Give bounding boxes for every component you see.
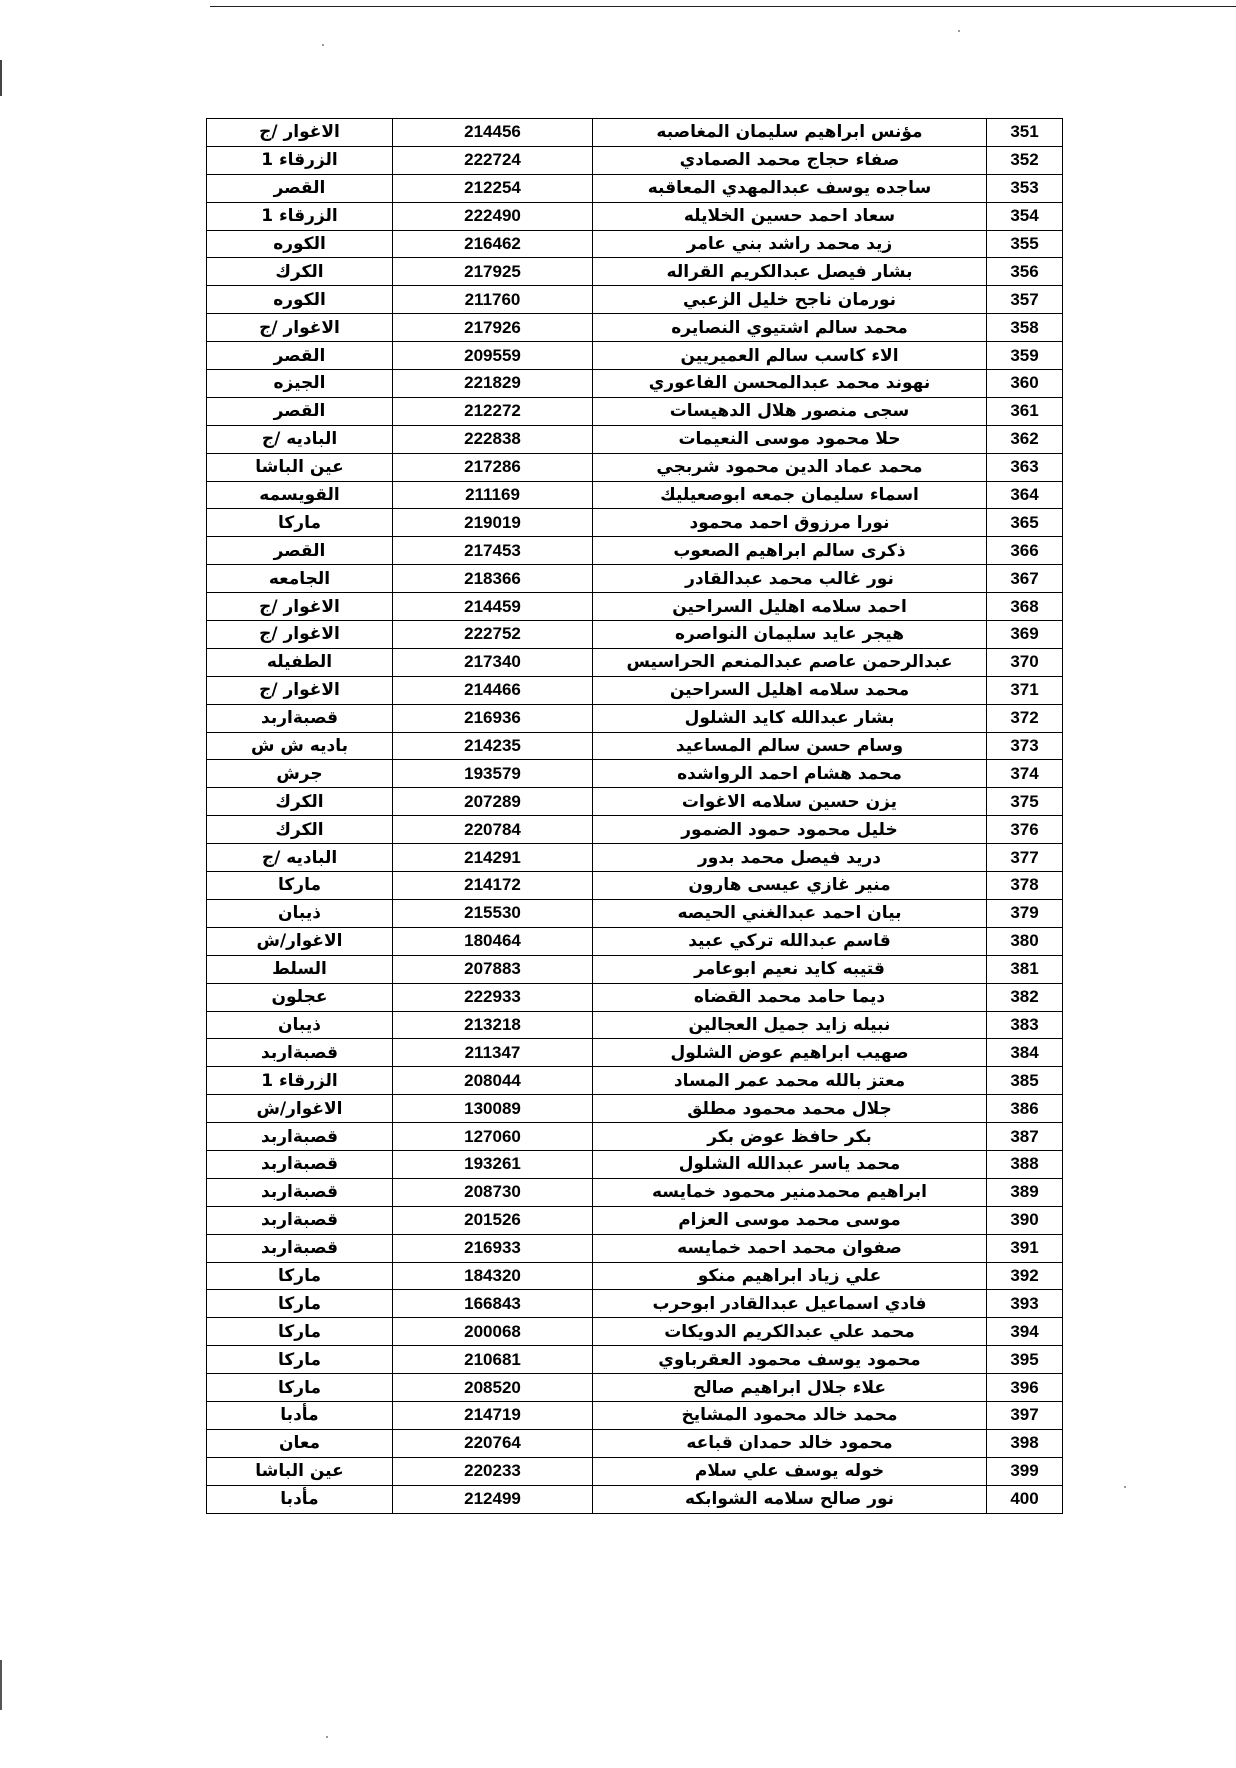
row-number-cell: 379 bbox=[987, 899, 1063, 927]
row-number-cell: 353 bbox=[987, 174, 1063, 202]
row-number-cell: 390 bbox=[987, 1206, 1063, 1234]
district-cell: القصر bbox=[207, 174, 393, 202]
table-row bbox=[207, 621, 1063, 649]
table-row bbox=[207, 1039, 1063, 1067]
id-number-cell: 215530 bbox=[393, 899, 593, 927]
id-number-cell: 207289 bbox=[393, 788, 593, 816]
table-row bbox=[207, 983, 1063, 1011]
table-row bbox=[207, 1485, 1063, 1513]
row-number-cell: 388 bbox=[987, 1150, 1063, 1178]
id-number-cell: 222490 bbox=[393, 202, 593, 230]
row-number-cell: 386 bbox=[987, 1095, 1063, 1123]
name-cell: محمد عماد الدين محمود شربجي bbox=[593, 453, 987, 481]
table-row bbox=[207, 230, 1063, 258]
id-number-cell: 207883 bbox=[393, 955, 593, 983]
id-number-cell: 208520 bbox=[393, 1374, 593, 1402]
id-number-cell: 222724 bbox=[393, 146, 593, 174]
id-number-cell: 220784 bbox=[393, 816, 593, 844]
district-cell: قصبةاربد bbox=[207, 1039, 393, 1067]
table-row bbox=[207, 1123, 1063, 1151]
name-cell: نورا مرزوق احمد محمود bbox=[593, 509, 987, 537]
name-cell: حلا محمود موسى النعيمات bbox=[593, 425, 987, 453]
table-row bbox=[207, 509, 1063, 537]
district-cell: قصبةاربد bbox=[207, 1150, 393, 1178]
roster-table bbox=[206, 118, 1063, 1514]
id-number-cell: 214459 bbox=[393, 593, 593, 621]
name-cell: نهوند محمد عبدالمحسن الفاعوري bbox=[593, 370, 987, 398]
district-cell: الاغوار/ش bbox=[207, 927, 393, 955]
district-cell: الاغوار /ج bbox=[207, 676, 393, 704]
row-number-cell: 376 bbox=[987, 816, 1063, 844]
district-cell: باديه ش ش bbox=[207, 732, 393, 760]
name-cell: محمد سلامه اهليل السراحين bbox=[593, 676, 987, 704]
table-row bbox=[207, 927, 1063, 955]
table-row bbox=[207, 537, 1063, 565]
row-number-cell: 393 bbox=[987, 1290, 1063, 1318]
district-cell: ماركا bbox=[207, 1262, 393, 1290]
table-row bbox=[207, 732, 1063, 760]
row-number-cell: 372 bbox=[987, 704, 1063, 732]
name-cell: ساجده يوسف عبدالمهدي المعاقبه bbox=[593, 174, 987, 202]
table-row bbox=[207, 342, 1063, 370]
row-number-cell: 360 bbox=[987, 370, 1063, 398]
row-number-cell: 357 bbox=[987, 286, 1063, 314]
id-number-cell: 208730 bbox=[393, 1178, 593, 1206]
row-number-cell: 394 bbox=[987, 1318, 1063, 1346]
district-cell: عجلون bbox=[207, 983, 393, 1011]
table-row bbox=[207, 955, 1063, 983]
roster-body bbox=[207, 119, 1063, 1514]
district-cell: ماركا bbox=[207, 872, 393, 900]
row-number-cell: 366 bbox=[987, 537, 1063, 565]
id-number-cell: 214172 bbox=[393, 872, 593, 900]
id-number-cell: 216936 bbox=[393, 704, 593, 732]
district-cell: الباديه /ج bbox=[207, 844, 393, 872]
table-row bbox=[207, 1095, 1063, 1123]
id-number-cell: 216462 bbox=[393, 230, 593, 258]
name-cell: محمود خالد حمدان قباعه bbox=[593, 1429, 987, 1457]
scan-speck bbox=[326, 1736, 328, 1738]
table-row bbox=[207, 760, 1063, 788]
table-row bbox=[207, 146, 1063, 174]
district-cell: الجامعه bbox=[207, 565, 393, 593]
row-number-cell: 387 bbox=[987, 1123, 1063, 1151]
row-number-cell: 363 bbox=[987, 453, 1063, 481]
name-cell: علاء جلال ابراهيم صالح bbox=[593, 1374, 987, 1402]
id-number-cell: 214235 bbox=[393, 732, 593, 760]
table-row bbox=[207, 1374, 1063, 1402]
name-cell: محمد خالد محمود المشايخ bbox=[593, 1401, 987, 1429]
table-row bbox=[207, 648, 1063, 676]
row-number-cell: 355 bbox=[987, 230, 1063, 258]
row-number-cell: 382 bbox=[987, 983, 1063, 1011]
name-cell: قتيبه كايد نعيم ابوعامر bbox=[593, 955, 987, 983]
name-cell: يزن حسين سلامه الاغوات bbox=[593, 788, 987, 816]
district-cell: القصر bbox=[207, 537, 393, 565]
district-cell: الاغوار /ج bbox=[207, 119, 393, 147]
table-row bbox=[207, 872, 1063, 900]
row-number-cell: 370 bbox=[987, 648, 1063, 676]
row-number-cell: 378 bbox=[987, 872, 1063, 900]
name-cell: وسام حسن سالم المساعيد bbox=[593, 732, 987, 760]
name-cell: ذكرى سالم ابراهيم الصعوب bbox=[593, 537, 987, 565]
table-row bbox=[207, 1346, 1063, 1374]
row-number-cell: 395 bbox=[987, 1346, 1063, 1374]
district-cell: الكرك bbox=[207, 258, 393, 286]
name-cell: معتز بالله محمد عمر المساد bbox=[593, 1067, 987, 1095]
name-cell: هيجر عايد سليمان النواصره bbox=[593, 621, 987, 649]
name-cell: نورمان ناجح خليل الزعبي bbox=[593, 286, 987, 314]
name-cell: ابراهيم محمدمنير محمود خمايسه bbox=[593, 1178, 987, 1206]
name-cell: موسى محمد موسى العزام bbox=[593, 1206, 987, 1234]
table-row bbox=[207, 174, 1063, 202]
name-cell: محمد سالم اشتيوي النصايره bbox=[593, 314, 987, 342]
row-number-cell: 391 bbox=[987, 1234, 1063, 1262]
row-number-cell: 361 bbox=[987, 397, 1063, 425]
id-number-cell: 212499 bbox=[393, 1485, 593, 1513]
row-number-cell: 389 bbox=[987, 1178, 1063, 1206]
id-number-cell: 219019 bbox=[393, 509, 593, 537]
row-number-cell: 351 bbox=[987, 119, 1063, 147]
row-number-cell: 371 bbox=[987, 676, 1063, 704]
row-number-cell: 384 bbox=[987, 1039, 1063, 1067]
district-cell: الزرقاء 1 bbox=[207, 1067, 393, 1095]
row-number-cell: 380 bbox=[987, 927, 1063, 955]
district-cell: الجيزه bbox=[207, 370, 393, 398]
row-number-cell: 381 bbox=[987, 955, 1063, 983]
district-cell: قصبةاربد bbox=[207, 704, 393, 732]
id-number-cell: 212272 bbox=[393, 397, 593, 425]
scan-speck bbox=[322, 44, 324, 46]
district-cell: مأدبا bbox=[207, 1401, 393, 1429]
district-cell: الاغوار /ج bbox=[207, 314, 393, 342]
district-cell: ماركا bbox=[207, 1290, 393, 1318]
name-cell: محمد هشام احمد الرواشده bbox=[593, 760, 987, 788]
id-number-cell: 214291 bbox=[393, 844, 593, 872]
name-cell: نور صالح سلامه الشوابكه bbox=[593, 1485, 987, 1513]
row-number-cell: 364 bbox=[987, 481, 1063, 509]
id-number-cell: 214456 bbox=[393, 119, 593, 147]
table-row bbox=[207, 119, 1063, 147]
row-number-cell: 368 bbox=[987, 593, 1063, 621]
district-cell: ماركا bbox=[207, 1318, 393, 1346]
district-cell: الاغوار /ج bbox=[207, 593, 393, 621]
district-cell: القصر bbox=[207, 342, 393, 370]
scan-top-edge-line bbox=[210, 6, 1236, 7]
row-number-cell: 374 bbox=[987, 760, 1063, 788]
district-cell: ذيبان bbox=[207, 1011, 393, 1039]
table-row bbox=[207, 397, 1063, 425]
district-cell: مأدبا bbox=[207, 1485, 393, 1513]
table-row bbox=[207, 565, 1063, 593]
name-cell: الاء كاسب سالم العميريين bbox=[593, 342, 987, 370]
id-number-cell: 216933 bbox=[393, 1234, 593, 1262]
name-cell: بكر حافظ عوض بكر bbox=[593, 1123, 987, 1151]
id-number-cell: 217286 bbox=[393, 453, 593, 481]
id-number-cell: 218366 bbox=[393, 565, 593, 593]
id-number-cell: 222752 bbox=[393, 621, 593, 649]
table-row bbox=[207, 370, 1063, 398]
name-cell: بشار فيصل عبدالكريم القراله bbox=[593, 258, 987, 286]
name-cell: خوله يوسف علي سلام bbox=[593, 1457, 987, 1485]
district-cell: القصر bbox=[207, 397, 393, 425]
district-cell: عين الباشا bbox=[207, 453, 393, 481]
name-cell: بيان احمد عبدالغني الحيصه bbox=[593, 899, 987, 927]
name-cell: صفوان محمد احمد خمايسه bbox=[593, 1234, 987, 1262]
name-cell: محمود يوسف محمود العقرباوي bbox=[593, 1346, 987, 1374]
district-cell: الزرقاء 1 bbox=[207, 146, 393, 174]
id-number-cell: 214466 bbox=[393, 676, 593, 704]
district-cell: ذيبان bbox=[207, 899, 393, 927]
table-row bbox=[207, 1150, 1063, 1178]
name-cell: سعاد احمد حسين الخلايله bbox=[593, 202, 987, 230]
name-cell: جلال محمد محمود مطلق bbox=[593, 1095, 987, 1123]
row-number-cell: 356 bbox=[987, 258, 1063, 286]
row-number-cell: 392 bbox=[987, 1262, 1063, 1290]
table-row bbox=[207, 1178, 1063, 1206]
name-cell: ديما حامد محمد القضاه bbox=[593, 983, 987, 1011]
name-cell: اسماء سليمان جمعه ابوصعيليك bbox=[593, 481, 987, 509]
row-number-cell: 377 bbox=[987, 844, 1063, 872]
row-number-cell: 400 bbox=[987, 1485, 1063, 1513]
name-cell: صفاء حجاج محمد الصمادي bbox=[593, 146, 987, 174]
id-number-cell: 211169 bbox=[393, 481, 593, 509]
district-cell: الطفيله bbox=[207, 648, 393, 676]
table-row bbox=[207, 425, 1063, 453]
id-number-cell: 210681 bbox=[393, 1346, 593, 1374]
table-row bbox=[207, 816, 1063, 844]
id-number-cell: 217925 bbox=[393, 258, 593, 286]
district-cell: قصبةاربد bbox=[207, 1123, 393, 1151]
id-number-cell: 222838 bbox=[393, 425, 593, 453]
district-cell: الكرك bbox=[207, 816, 393, 844]
scan-speck bbox=[958, 30, 960, 32]
district-cell: الزرقاء 1 bbox=[207, 202, 393, 230]
id-number-cell: 184320 bbox=[393, 1262, 593, 1290]
district-cell: الاغوار/ش bbox=[207, 1095, 393, 1123]
table-row bbox=[207, 286, 1063, 314]
district-cell: الكوره bbox=[207, 286, 393, 314]
row-number-cell: 359 bbox=[987, 342, 1063, 370]
name-cell: نبيله زايد جميل العجالين bbox=[593, 1011, 987, 1039]
row-number-cell: 373 bbox=[987, 732, 1063, 760]
id-number-cell: 127060 bbox=[393, 1123, 593, 1151]
table-row bbox=[207, 1429, 1063, 1457]
district-cell: الباديه /ج bbox=[207, 425, 393, 453]
name-cell: منير غازي عيسى هارون bbox=[593, 872, 987, 900]
name-cell: خليل محمود حمود الضمور bbox=[593, 816, 987, 844]
table-row bbox=[207, 481, 1063, 509]
scan-left-edge-mark bbox=[0, 60, 2, 96]
district-cell: ماركا bbox=[207, 1374, 393, 1402]
row-number-cell: 365 bbox=[987, 509, 1063, 537]
id-number-cell: 221829 bbox=[393, 370, 593, 398]
row-number-cell: 397 bbox=[987, 1401, 1063, 1429]
name-cell: محمد علي عبدالكريم الدويكات bbox=[593, 1318, 987, 1346]
name-cell: سجى منصور هلال الدهيسات bbox=[593, 397, 987, 425]
id-number-cell: 220764 bbox=[393, 1429, 593, 1457]
district-cell: ماركا bbox=[207, 1346, 393, 1374]
id-number-cell: 193579 bbox=[393, 760, 593, 788]
table-row bbox=[207, 202, 1063, 230]
district-cell: القويسمه bbox=[207, 481, 393, 509]
table-row bbox=[207, 844, 1063, 872]
district-cell: الاغوار /ج bbox=[207, 621, 393, 649]
scan-left-edge-mark bbox=[0, 1660, 2, 1710]
id-number-cell: 217340 bbox=[393, 648, 593, 676]
table-row bbox=[207, 1401, 1063, 1429]
table-row bbox=[207, 704, 1063, 732]
district-cell: جرش bbox=[207, 760, 393, 788]
name-cell: زيد محمد راشد بني عامر bbox=[593, 230, 987, 258]
table-row bbox=[207, 314, 1063, 342]
row-number-cell: 354 bbox=[987, 202, 1063, 230]
district-cell: الكوره bbox=[207, 230, 393, 258]
district-cell: قصبةاربد bbox=[207, 1234, 393, 1262]
row-number-cell: 369 bbox=[987, 621, 1063, 649]
district-cell: ماركا bbox=[207, 509, 393, 537]
id-number-cell: 166843 bbox=[393, 1290, 593, 1318]
id-number-cell: 130089 bbox=[393, 1095, 593, 1123]
table-row bbox=[207, 1067, 1063, 1095]
id-number-cell: 217926 bbox=[393, 314, 593, 342]
id-number-cell: 217453 bbox=[393, 537, 593, 565]
district-cell: قصبةاربد bbox=[207, 1206, 393, 1234]
name-cell: علي زياد ابراهيم منكو bbox=[593, 1262, 987, 1290]
id-number-cell: 201526 bbox=[393, 1206, 593, 1234]
id-number-cell: 211347 bbox=[393, 1039, 593, 1067]
row-number-cell: 362 bbox=[987, 425, 1063, 453]
name-cell: نور غالب محمد عبدالقادر bbox=[593, 565, 987, 593]
name-cell: مؤنس ابراهيم سليمان المغاصبه bbox=[593, 119, 987, 147]
name-cell: قاسم عبدالله تركي عبيد bbox=[593, 927, 987, 955]
table-row bbox=[207, 453, 1063, 481]
id-number-cell: 213218 bbox=[393, 1011, 593, 1039]
scan-speck bbox=[1124, 1486, 1126, 1488]
table-row bbox=[207, 1457, 1063, 1485]
row-number-cell: 398 bbox=[987, 1429, 1063, 1457]
row-number-cell: 352 bbox=[987, 146, 1063, 174]
id-number-cell: 212254 bbox=[393, 174, 593, 202]
name-cell: فادي اسماعيل عبدالقادر ابوحرب bbox=[593, 1290, 987, 1318]
id-number-cell: 211760 bbox=[393, 286, 593, 314]
table-row bbox=[207, 788, 1063, 816]
table-row bbox=[207, 1206, 1063, 1234]
table-row bbox=[207, 1318, 1063, 1346]
row-number-cell: 367 bbox=[987, 565, 1063, 593]
id-number-cell: 180464 bbox=[393, 927, 593, 955]
id-number-cell: 200068 bbox=[393, 1318, 593, 1346]
name-cell: محمد ياسر عبدالله الشلول bbox=[593, 1150, 987, 1178]
id-number-cell: 208044 bbox=[393, 1067, 593, 1095]
row-number-cell: 396 bbox=[987, 1374, 1063, 1402]
row-number-cell: 385 bbox=[987, 1067, 1063, 1095]
table-row bbox=[207, 676, 1063, 704]
table-row bbox=[207, 1290, 1063, 1318]
id-number-cell: 193261 bbox=[393, 1150, 593, 1178]
table-row bbox=[207, 1234, 1063, 1262]
id-number-cell: 209559 bbox=[393, 342, 593, 370]
district-cell: الكرك bbox=[207, 788, 393, 816]
district-cell: عين الباشا bbox=[207, 1457, 393, 1485]
table-row bbox=[207, 258, 1063, 286]
id-number-cell: 220233 bbox=[393, 1457, 593, 1485]
table-row bbox=[207, 899, 1063, 927]
row-number-cell: 358 bbox=[987, 314, 1063, 342]
name-cell: بشار عبدالله كايد الشلول bbox=[593, 704, 987, 732]
row-number-cell: 399 bbox=[987, 1457, 1063, 1485]
name-cell: عبدالرحمن عاصم عبدالمنعم الحراسيس bbox=[593, 648, 987, 676]
row-number-cell: 375 bbox=[987, 788, 1063, 816]
table-row bbox=[207, 1011, 1063, 1039]
name-cell: صهيب ابراهيم عوض الشلول bbox=[593, 1039, 987, 1067]
name-cell: احمد سلامه اهليل السراحين bbox=[593, 593, 987, 621]
district-cell: السلط bbox=[207, 955, 393, 983]
table-row bbox=[207, 593, 1063, 621]
district-cell: قصبةاربد bbox=[207, 1178, 393, 1206]
district-cell: معان bbox=[207, 1429, 393, 1457]
id-number-cell: 222933 bbox=[393, 983, 593, 1011]
id-number-cell: 214719 bbox=[393, 1401, 593, 1429]
table-row bbox=[207, 1262, 1063, 1290]
row-number-cell: 383 bbox=[987, 1011, 1063, 1039]
name-cell: دريد فيصل محمد بدور bbox=[593, 844, 987, 872]
